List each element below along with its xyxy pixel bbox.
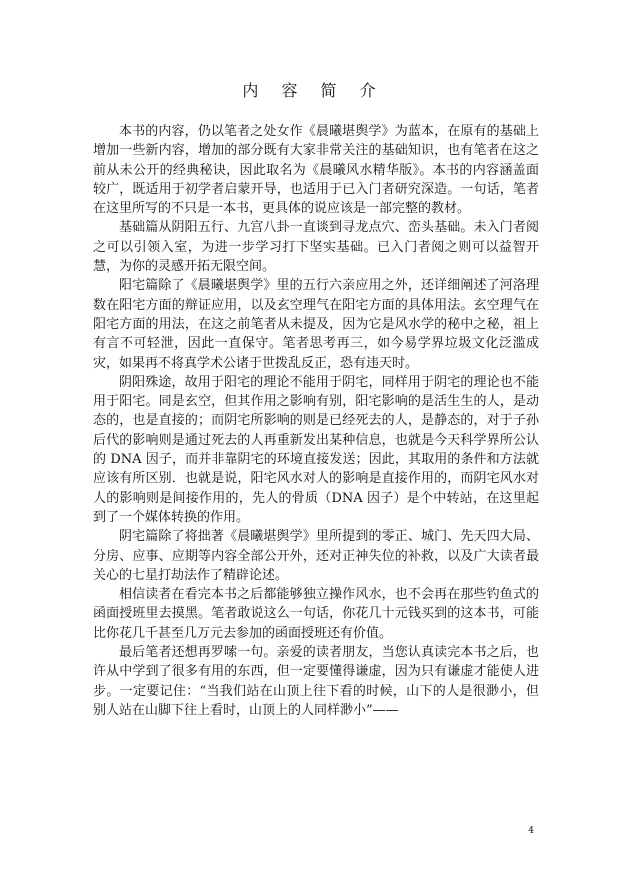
page-title: 内 容 简 介 [242,81,385,100]
paragraph-yin-yang-difference: 阴阳殊途，故用于阳宅的理论不能用于阴宅，同样用于阴宅的理论也不能用于阳宅。同是玄空，但其作用之影响有别，阳宅影响的是活生生的人，是动态的，也是直接的；而阴宅所影响的则是已经死去的人，是静态的，对于子孙后代的影响则是通过死去的人再重新发出某种信息，也就是今天科学界所公认的 DNA 因子，而并非靠阴宅的环境直接发送；因此，其取用的条件和方法就应该有所区别．也就是说，阳宅风水对人的影响是直接作用的，而阴宅风水对人的影响则是间接作用的，先人的骨质（DNA 因子）是个中转站，在这里起到了一个媒体转换的作用。 [93,374,539,525]
paragraph-yin-house: 阴宅篇除了将拙著《晨曦堪舆学》里所提到的零正、城门、先天四大局、分房、应事、应期等内容全部公开外，还对正神失位的补救，以及广大读者最关心的七星打劫法作了精辟论述。 [93,529,539,583]
body-text [93,122,539,720]
paragraph-closing: 最后笔者还想再罗嗦一句。亲爱的读者朋友，当您认真读完本书之后，也许从中学到了很多有用的东西，但一定要懂得谦虚，因为只有谦虚才能使人进步。一定要记住：“当我们站在山顶上往下看的时候，山下的人是很渺小，但别人站在山脚下往上看时，山顶上的人同样渺小”—— [93,645,539,718]
paragraph-basics: 基础篇从阴阳五行、九宫八卦一直谈到寻龙点穴、峦头基础。未入门者阅之可以引领入室，为进一步学习打下坚实基础。已入门者阅之则可以益智开慧，为你的灵感开拓无限空间。 [93,220,539,275]
paragraph-yang-house: 阳宅篇除了《晨曦堪舆学》里的五行六亲应用之外，还详细阐述了河洛理数在阳宅方面的辩证应用，以及玄空理气在阳宅方面的具体用法。玄空理气在阳宅方面的用法，在这之前笔者从未提及，因为它是风水学的秘中之秘，祖上有言不可轻泄，因此一直保守。笔者思考再三，如今易学界垃圾文化泛滥成灾，如果再不将真学术公诸于世拨乱反正，恐有违天时。 [93,278,539,371]
page-number: 4 [528,826,534,836]
paragraph-intro: 本书的内容，仍以笔者之处女作《晨曦堪舆学》为蓝本，在原有的基础上增加一些新内容，增加的部分既有大家非常关注的基础知识，也有笔者在这之前从未公开的经典秘诀，因此取名为《晨曦风水精华版》。本书的内容涵盖面较广，既适用于初学者启蒙开导，也适用于已入门者研究深造。一句话，笔者在这里所写的不只是一本书，更具体的说应该是一部完整的教材。 [93,124,539,217]
paragraph-reader-confidence: 相信读者在看完本书之后都能够独立操作风水，也不会再在那些钓鱼式的函面授班里去摸黑。笔者敢说这么一句话，你花几十元钱买到的这本书，可能比你花几千甚至几万元去参加的函面授班还有价值。 [93,587,539,641]
